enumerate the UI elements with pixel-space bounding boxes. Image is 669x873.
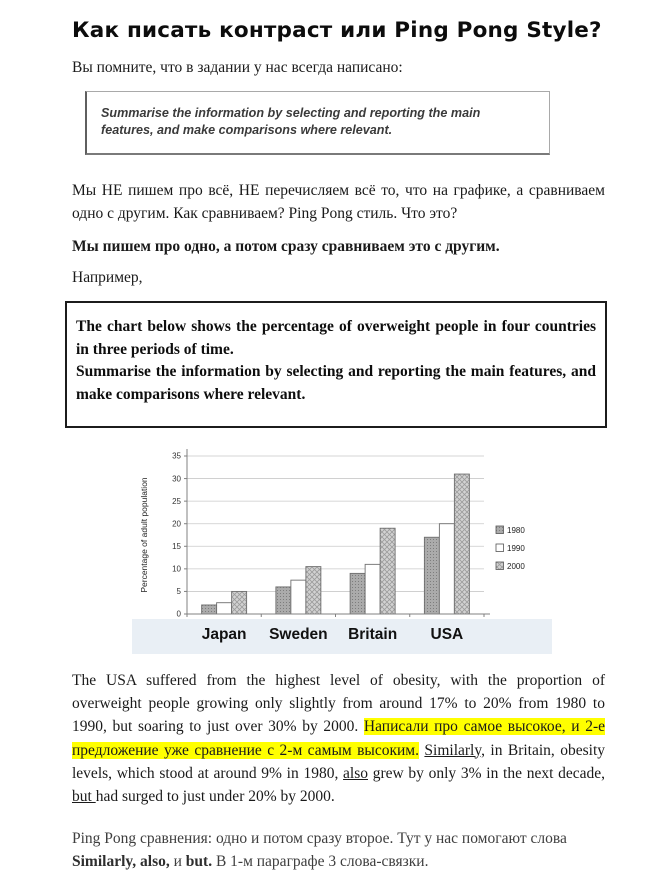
intro-text: Вы помните, что в задании у нас всегда написано: [72, 59, 403, 76]
svg-text:Sweden: Sweden [269, 626, 328, 643]
chart-task-line1: The chart below shows the percentage of overweight people in four countries in three periods of time. [76, 318, 596, 358]
footer-linkers: Similarly, also, [72, 853, 170, 871]
svg-text:15: 15 [172, 541, 181, 551]
svg-text:Britain: Britain [348, 626, 398, 643]
linker-similarly: Similarly, [424, 741, 485, 759]
svg-text:10: 10 [172, 564, 181, 574]
svg-text:35: 35 [172, 451, 181, 461]
svg-text:2000: 2000 [507, 562, 525, 572]
footer-note [72, 827, 605, 873]
footer-linker-but: but. [185, 853, 213, 871]
explanation-paragraph: Мы НЕ пишем про всё, НЕ перечисляем всё то, что на графике, а сравниваем одно с другим. Как сравниваем? Ping Pong стиль. Что это? [72, 182, 605, 222]
analysis-paragraph [72, 669, 605, 808]
bar-chart-svg [132, 442, 552, 654]
analysis-text: in Britain, obesity levels, which stood at around 9% in 1980, [72, 741, 605, 782]
analysis-text: The USA suffered from the highest level of obesity, with the proportion of overweight people growing only slightly from around 17% to 20% from 1980 to 1990, but soaring to just over 30% by 2000. [72, 672, 605, 736]
bar-chart [132, 442, 552, 654]
for-example-label: Например, [72, 269, 143, 286]
svg-text:30: 30 [172, 474, 181, 484]
svg-text:1980: 1980 [507, 526, 525, 536]
svg-text:1990: 1990 [507, 544, 525, 554]
page-title: Как писать контраст или Ping Pong Style? [72, 18, 602, 43]
footer-text: В 1-м параграфе 3 слова-связки. [212, 853, 429, 871]
highlighted-comment: Написали про самое высокое, и 2-е предложение уже сравнение с 2-м самым высоким. [72, 718, 605, 759]
task-instruction-box [85, 91, 550, 155]
linker-also: also [343, 764, 368, 782]
analysis-text: had surged to just under 20% by 2000. [95, 788, 335, 806]
analysis-text: grew by only 3% in the next decade, [368, 764, 605, 782]
svg-text:0: 0 [176, 609, 181, 619]
svg-text:Japan: Japan [201, 626, 247, 643]
footer-text: Ping Pong сравнения: одно и потом сразу второе. Тут у нас помогают слова [72, 830, 567, 848]
svg-text:USA: USA [430, 626, 464, 643]
svg-text:Percentage of adult population: Percentage of adult population [139, 477, 149, 593]
footer-text: и [169, 853, 186, 871]
svg-text:25: 25 [172, 496, 181, 506]
chart-task-box [65, 301, 607, 428]
linker-but: but [72, 788, 96, 806]
svg-text:20: 20 [172, 519, 181, 529]
rule-paragraph: Мы пишем про одно, а потом сразу сравниваем это с другим. [72, 238, 500, 255]
chart-task-line2: Summarise the information by selecting and reporting the main features, and make comparisons where relevant. [76, 363, 596, 403]
svg-text:5: 5 [176, 587, 181, 597]
task-instruction-text: Summarise the information by selecting and reporting the main features, and make comparisons where relevant. [101, 106, 481, 137]
